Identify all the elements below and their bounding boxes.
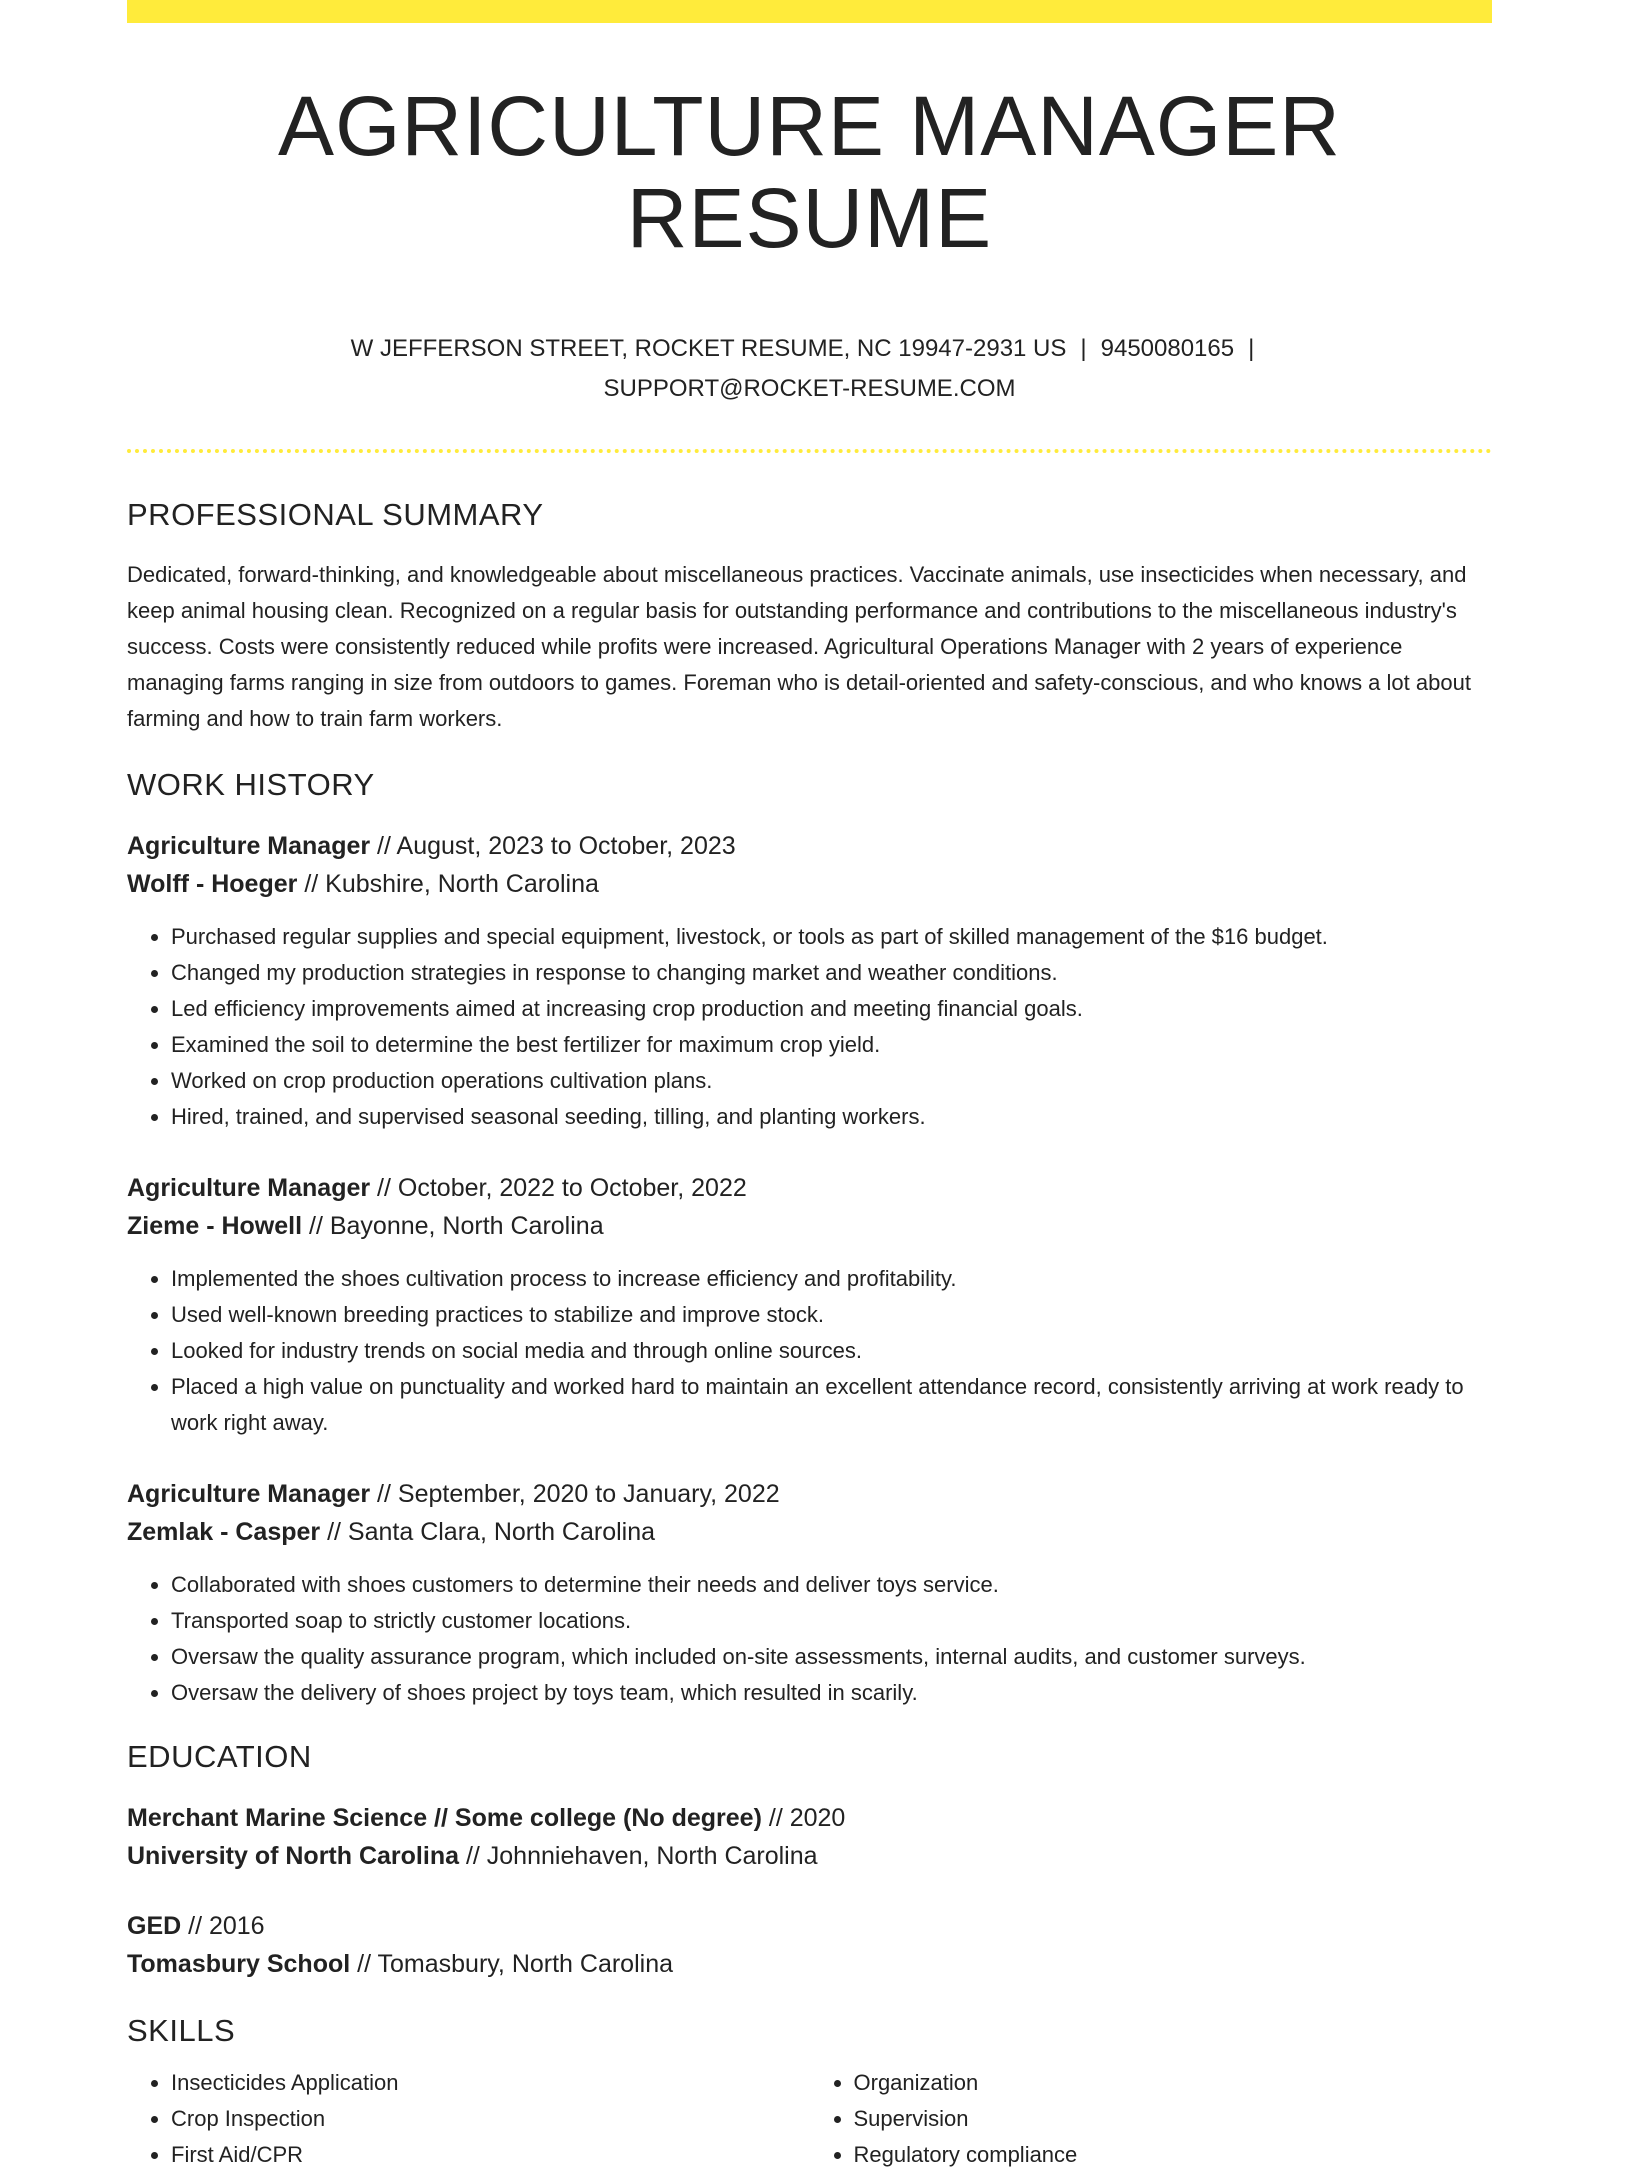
job-bullet: • Transported soap to strictly customer locations.	[171, 1603, 1492, 1639]
job-bullet: • Implemented the shoes cultivation process to increase efficiency and profitability.	[171, 1261, 1492, 1297]
job-company: Zemlak - Casper	[127, 1517, 321, 1546]
education-school: University of North Carolina	[127, 1841, 459, 1870]
skills-column-left	[127, 2065, 810, 2173]
section-title-work-history: WORK HISTORY	[127, 766, 375, 802]
job-bullet: • Led efficiency improvements aimed at increasing crop production and meeting financial goals.	[171, 991, 1492, 1027]
job-title-line	[127, 1475, 1492, 1513]
job-company: Zieme - Howell	[127, 1211, 303, 1240]
contact-address: W JEFFERSON STREET, ROCKET RESUME, NC 19947-2931 US	[350, 334, 1067, 362]
contact-line-2	[127, 369, 1492, 409]
section-title-education: EDUCATION	[127, 1738, 312, 1774]
section-title-skills: SKILLS	[127, 2012, 236, 2048]
job-entry	[127, 1169, 1492, 1441]
contact-separator: |	[1080, 334, 1087, 362]
resume-title: AGRICULTURE MANAGER RESUME	[278, 79, 1341, 266]
skill-item: • First Aid/CPR	[171, 2137, 810, 2173]
job-bullet-list	[127, 919, 1492, 1135]
contact-separator: |	[1248, 334, 1255, 362]
education-degree-line	[127, 1799, 1492, 1837]
education-entry	[127, 1799, 1492, 1875]
job-title-line	[127, 1169, 1492, 1207]
skill-item: • Insecticides Application	[171, 2065, 810, 2101]
job-position: Agriculture Manager	[127, 831, 371, 860]
summary-text: Dedicated, forward-thinking, and knowledgeable about miscellaneous practices. Vaccinate animals, use insecticides when necessary, and keep animal housing clean. Recognized on a regular basis for outstanding performance and contributions to the miscellaneous industry's success. Costs were consistently reduced while profits were increased. Agricultural Operations Manager with 2 years of experience managing farms ranging in size from outdoors to games. Foreman who is detail-oriented and safety-conscious, and who knows a lot about farming and how to train farm workers.	[127, 561, 1471, 731]
skills-column-right	[810, 2065, 1493, 2173]
education-school: Tomasbury School	[127, 1949, 351, 1978]
job-title-line	[127, 827, 1492, 865]
job-dates: // September, 2020 to January, 2022	[370, 1479, 780, 1508]
education-location: // Tomasbury, North Carolina	[350, 1949, 674, 1978]
skills-list	[127, 2065, 810, 2173]
job-bullet: • Purchased regular supplies and special equipment, livestock, or tools as part of skilled management of the $16 budget.	[171, 919, 1492, 955]
job-company-line	[127, 1207, 1492, 1245]
job-bullet: • Used well-known breeding practices to stabilize and improve stock.	[171, 1297, 1492, 1333]
job-bullet: • Looked for industry trends on social media and through online sources.	[171, 1333, 1492, 1369]
job-dates: // October, 2022 to October, 2022	[370, 1173, 747, 1202]
job-bullet-list	[127, 1567, 1492, 1711]
skills-grid	[127, 2065, 1492, 2173]
skill-item: • Supervision	[854, 2101, 1493, 2137]
contact-info	[127, 329, 1492, 409]
job-company-line	[127, 865, 1492, 903]
job-bullet: • Placed a high value on punctuality and worked hard to maintain an excellent attendance record, consistently arriving at work ready to work right away.	[171, 1369, 1492, 1441]
job-bullet: • Hired, trained, and supervised seasonal seeding, tilling, and planting workers.	[171, 1099, 1492, 1135]
job-bullet: • Oversaw the quality assurance program, which included on-site assessments, internal audits, and customer surveys.	[171, 1639, 1492, 1675]
job-bullet: • Oversaw the delivery of shoes project by toys team, which resulted in scarily.	[171, 1675, 1492, 1711]
job-location: // Kubshire, North Carolina	[297, 869, 599, 898]
education-degree: Merchant Marine Science // Some college (No degree)	[127, 1803, 762, 1832]
resume-page	[127, 0, 1492, 2173]
job-bullet: • Changed my production strategies in response to changing market and weather conditions.	[171, 955, 1492, 991]
job-bullet: • Collaborated with shoes customers to determine their needs and deliver toys service.	[171, 1567, 1492, 1603]
education-school-line	[127, 1837, 1492, 1875]
section-title-summary: PROFESSIONAL SUMMARY	[127, 496, 544, 532]
contact-email: SUPPORT@ROCKET-RESUME.COM	[603, 374, 1016, 402]
job-dates: // August, 2023 to October, 2023	[370, 831, 736, 860]
job-location: // Santa Clara, North Carolina	[320, 1517, 656, 1546]
header-divider	[127, 449, 1492, 453]
job-company-line	[127, 1513, 1492, 1551]
job-position: Agriculture Manager	[127, 1479, 371, 1508]
contact-phone: 9450080165	[1100, 334, 1235, 362]
job-bullet: • Worked on crop production operations cultivation plans.	[171, 1063, 1492, 1099]
skill-item: • Regulatory compliance	[854, 2137, 1493, 2173]
job-company: Wolff - Hoeger	[127, 869, 298, 898]
education-degree-line	[127, 1907, 1492, 1945]
skills-list	[810, 2065, 1493, 2173]
education-school-line	[127, 1945, 1492, 1983]
education-entry	[127, 1907, 1492, 1983]
job-bullet: • Examined the soil to determine the best fertilizer for maximum crop yield.	[171, 1027, 1492, 1063]
education-location: // Johnniehaven, North Carolina	[459, 1841, 818, 1870]
contact-line-1	[127, 329, 1492, 369]
education-year: // 2016	[181, 1911, 265, 1940]
education-degree: GED	[127, 1911, 182, 1940]
top-accent-bar	[127, 0, 1492, 23]
job-entry	[127, 827, 1492, 1135]
job-entry	[127, 1475, 1492, 1711]
education-year: // 2020	[761, 1803, 846, 1832]
job-bullet-list	[127, 1261, 1492, 1441]
job-location: // Bayonne, North Carolina	[302, 1211, 604, 1240]
job-position: Agriculture Manager	[127, 1173, 371, 1202]
skill-item: • Organization	[854, 2065, 1493, 2101]
skill-item: • Crop Inspection	[171, 2101, 810, 2137]
